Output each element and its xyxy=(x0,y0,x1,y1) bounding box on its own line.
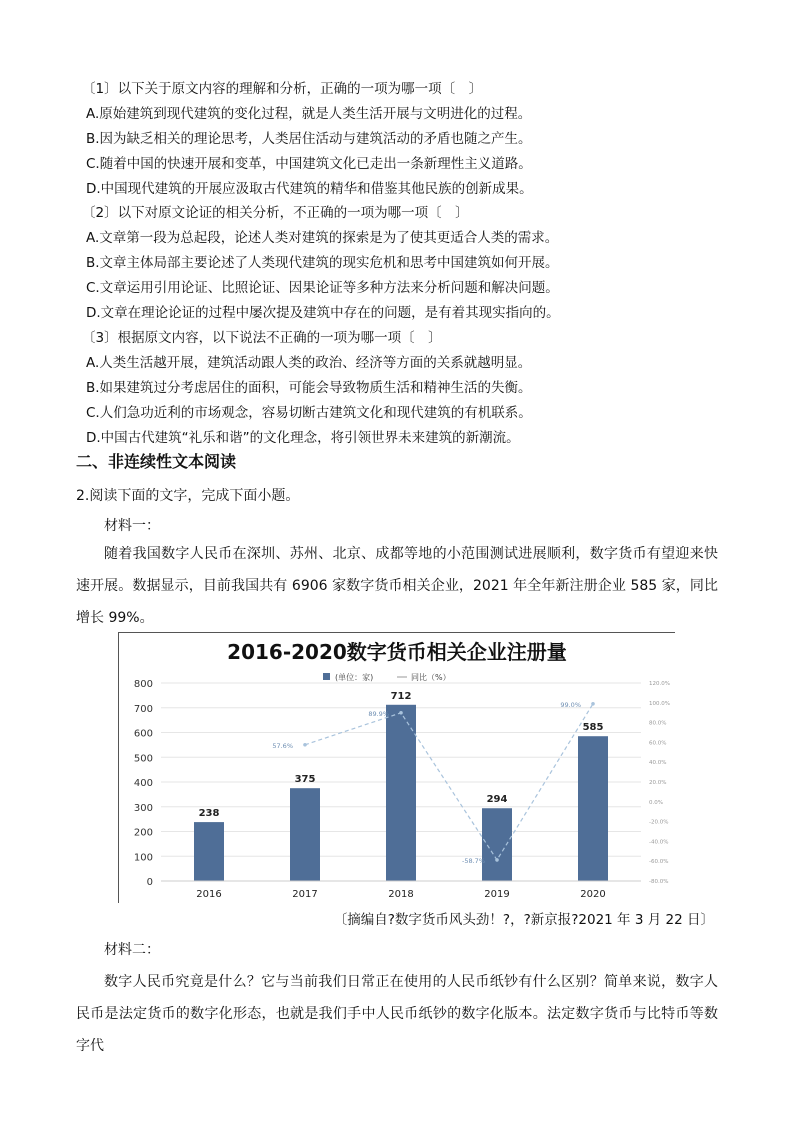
question-2-option-c: C.文章运用引用论证、比照论证、因果论证等多种方法来分析问题和解决问题。 xyxy=(86,280,559,296)
bar-value-label: 585 xyxy=(582,722,604,734)
x-tick-label: 2019 xyxy=(484,889,510,900)
question-1-option-b: B.因为缺乏相关的理论思考，人类居住活动与建筑活动的矛盾也随之产生。 xyxy=(86,131,532,147)
yoy-point xyxy=(399,711,403,715)
bar-value-label: 238 xyxy=(198,808,220,820)
question-1-stem: 〔1〕以下关于原文内容的理解和分析，正确的一项为哪一项〔 〕 xyxy=(82,81,483,97)
bar xyxy=(482,808,512,881)
yoy-label: 99.0% xyxy=(560,700,581,709)
y2-tick-label: 20.0% xyxy=(649,780,667,786)
yoy-point xyxy=(303,743,307,747)
question-3-option-b: B.如果建筑过分考虑居住的面积，可能会导致物质生活和精神生活的失衡。 xyxy=(86,380,532,396)
y2-tick-label: 60.0% xyxy=(649,740,667,747)
question-2-option-a: A.文章第一段为总起段，论述人类对建筑的探索是为了使其更适合人类的需求。 xyxy=(86,230,559,246)
y2-tick-label: -40.0% xyxy=(649,839,669,846)
question-3-option-d: D.中国古代建筑“礼乐和谐”的文化理念，将引领世界未来建筑的新潮流。 xyxy=(86,430,520,446)
section-heading: 二、非连续性文本阅读 xyxy=(76,452,237,471)
x-tick-label: 2016 xyxy=(196,889,222,900)
question-2-stem: 〔2〕以下对原文论证的相关分析，不正确的一项为哪一项〔 〕 xyxy=(82,205,469,221)
y-tick-label: 600 xyxy=(133,728,153,740)
y-tick-label: 100 xyxy=(133,852,153,864)
y-tick-label: 400 xyxy=(133,778,153,789)
question-3-option-c: C.人们急功近利的市场观念，容易切断古建筑文化和现代建筑的有机联系。 xyxy=(86,405,532,421)
bar xyxy=(386,705,416,881)
yoy-point xyxy=(591,702,595,706)
question-1-option-c: C.随着中国的快速开展和变革，中国建筑文化已走出一条新理性主义道路。 xyxy=(86,156,532,172)
question-3-option-a: A.人类生活越开展，建筑活动跟人类的政治、经济等方面的关系就越明显。 xyxy=(86,355,532,371)
yoy-label: -58.7% xyxy=(462,856,485,865)
y2-tick-label: -20.0% xyxy=(649,819,669,826)
x-tick-label: 2018 xyxy=(388,889,414,900)
bar xyxy=(578,736,608,881)
source-citation: 〔摘编自?数字货币风头劲！?，?新京报?2021 年 3 月 22 日〕 xyxy=(333,912,714,928)
y-tick-label: 700 xyxy=(133,703,153,715)
question-2-option-b: B.文章主体局部主要论述了人类现代建筑的现实危机和思考中国建筑如何开展。 xyxy=(86,255,559,271)
y2-tick-label: 120.0% xyxy=(649,681,670,687)
y2-tick-label: -60.0% xyxy=(649,859,669,866)
chart-container xyxy=(118,632,675,903)
legend-bar-swatch xyxy=(323,673,330,680)
bar xyxy=(290,788,320,881)
legend-bar-label: (单位：家) xyxy=(335,673,374,682)
y-tick-label: 500 xyxy=(133,753,153,765)
x-tick-label: 2020 xyxy=(580,889,606,900)
bar-value-label: 712 xyxy=(390,690,412,702)
material-2-label: 材料二： xyxy=(104,942,160,958)
y2-tick-label: 40.0% xyxy=(649,760,667,767)
bar xyxy=(194,822,224,881)
chart-title: 2016-2020数字货币相关企业注册量 xyxy=(227,640,567,664)
question-1-option-d: D.中国现代建筑的开展应汲取古代建筑的精华和借鉴其他民族的创新成果。 xyxy=(86,181,533,197)
yoy-label: 89.9% xyxy=(368,709,389,718)
section-intro: 2.阅读下面的文字，完成下面小题。 xyxy=(76,488,300,504)
x-tick-label: 2017 xyxy=(292,889,318,900)
legend-line-label: 同比（%） xyxy=(411,673,451,682)
material-1-label: 材料一： xyxy=(104,518,160,534)
question-3-stem: 〔3〕根据原文内容，以下说法不正确的一项为哪一项〔 〕 xyxy=(82,330,442,346)
y-tick-label: 300 xyxy=(133,802,153,814)
y2-tick-label: 0.0% xyxy=(649,799,663,806)
y2-tick-label: 80.0% xyxy=(649,720,667,727)
question-1-option-a: A.原始建筑到现代建筑的变化过程，就是人类生活开展与文明进化的过程。 xyxy=(86,106,532,122)
y-tick-label: 800 xyxy=(133,679,153,690)
y-tick-label: 200 xyxy=(133,827,153,839)
material-1-text: 随着我国数字人民币在深圳、苏州、北京、成都等地的小范围测试进展顺利，数字货币有望迎来快速开展。数据显示，目前我国共有 6906 家数字货币相关企业，2021 年全年新注册企业 585 家，同比增长 99%。 xyxy=(76,546,718,626)
y-tick-label: 0 xyxy=(146,877,153,888)
material-2-text: 数字人民币究竟是什么？它与当前我们日常正在使用的人民币纸钞有什么区别？简单来说，数字人民币是法定货币的数字化形态，也就是我们手中人民币纸钞的数字化版本。法定数字货币与比特币等数字代 xyxy=(76,974,718,1054)
yoy-point xyxy=(495,858,499,862)
registration-chart xyxy=(119,633,675,903)
y2-tick-label: 100.0% xyxy=(649,700,670,707)
yoy-label: 57.6% xyxy=(272,741,293,750)
y2-tick-label: -80.0% xyxy=(649,879,669,885)
bar-value-label: 375 xyxy=(294,774,316,786)
bar-value-label: 294 xyxy=(486,794,508,806)
question-2-option-d: D.文章在理论论证的过程中屡次提及建筑中存在的问题，是有着其现实指向的。 xyxy=(86,305,560,321)
